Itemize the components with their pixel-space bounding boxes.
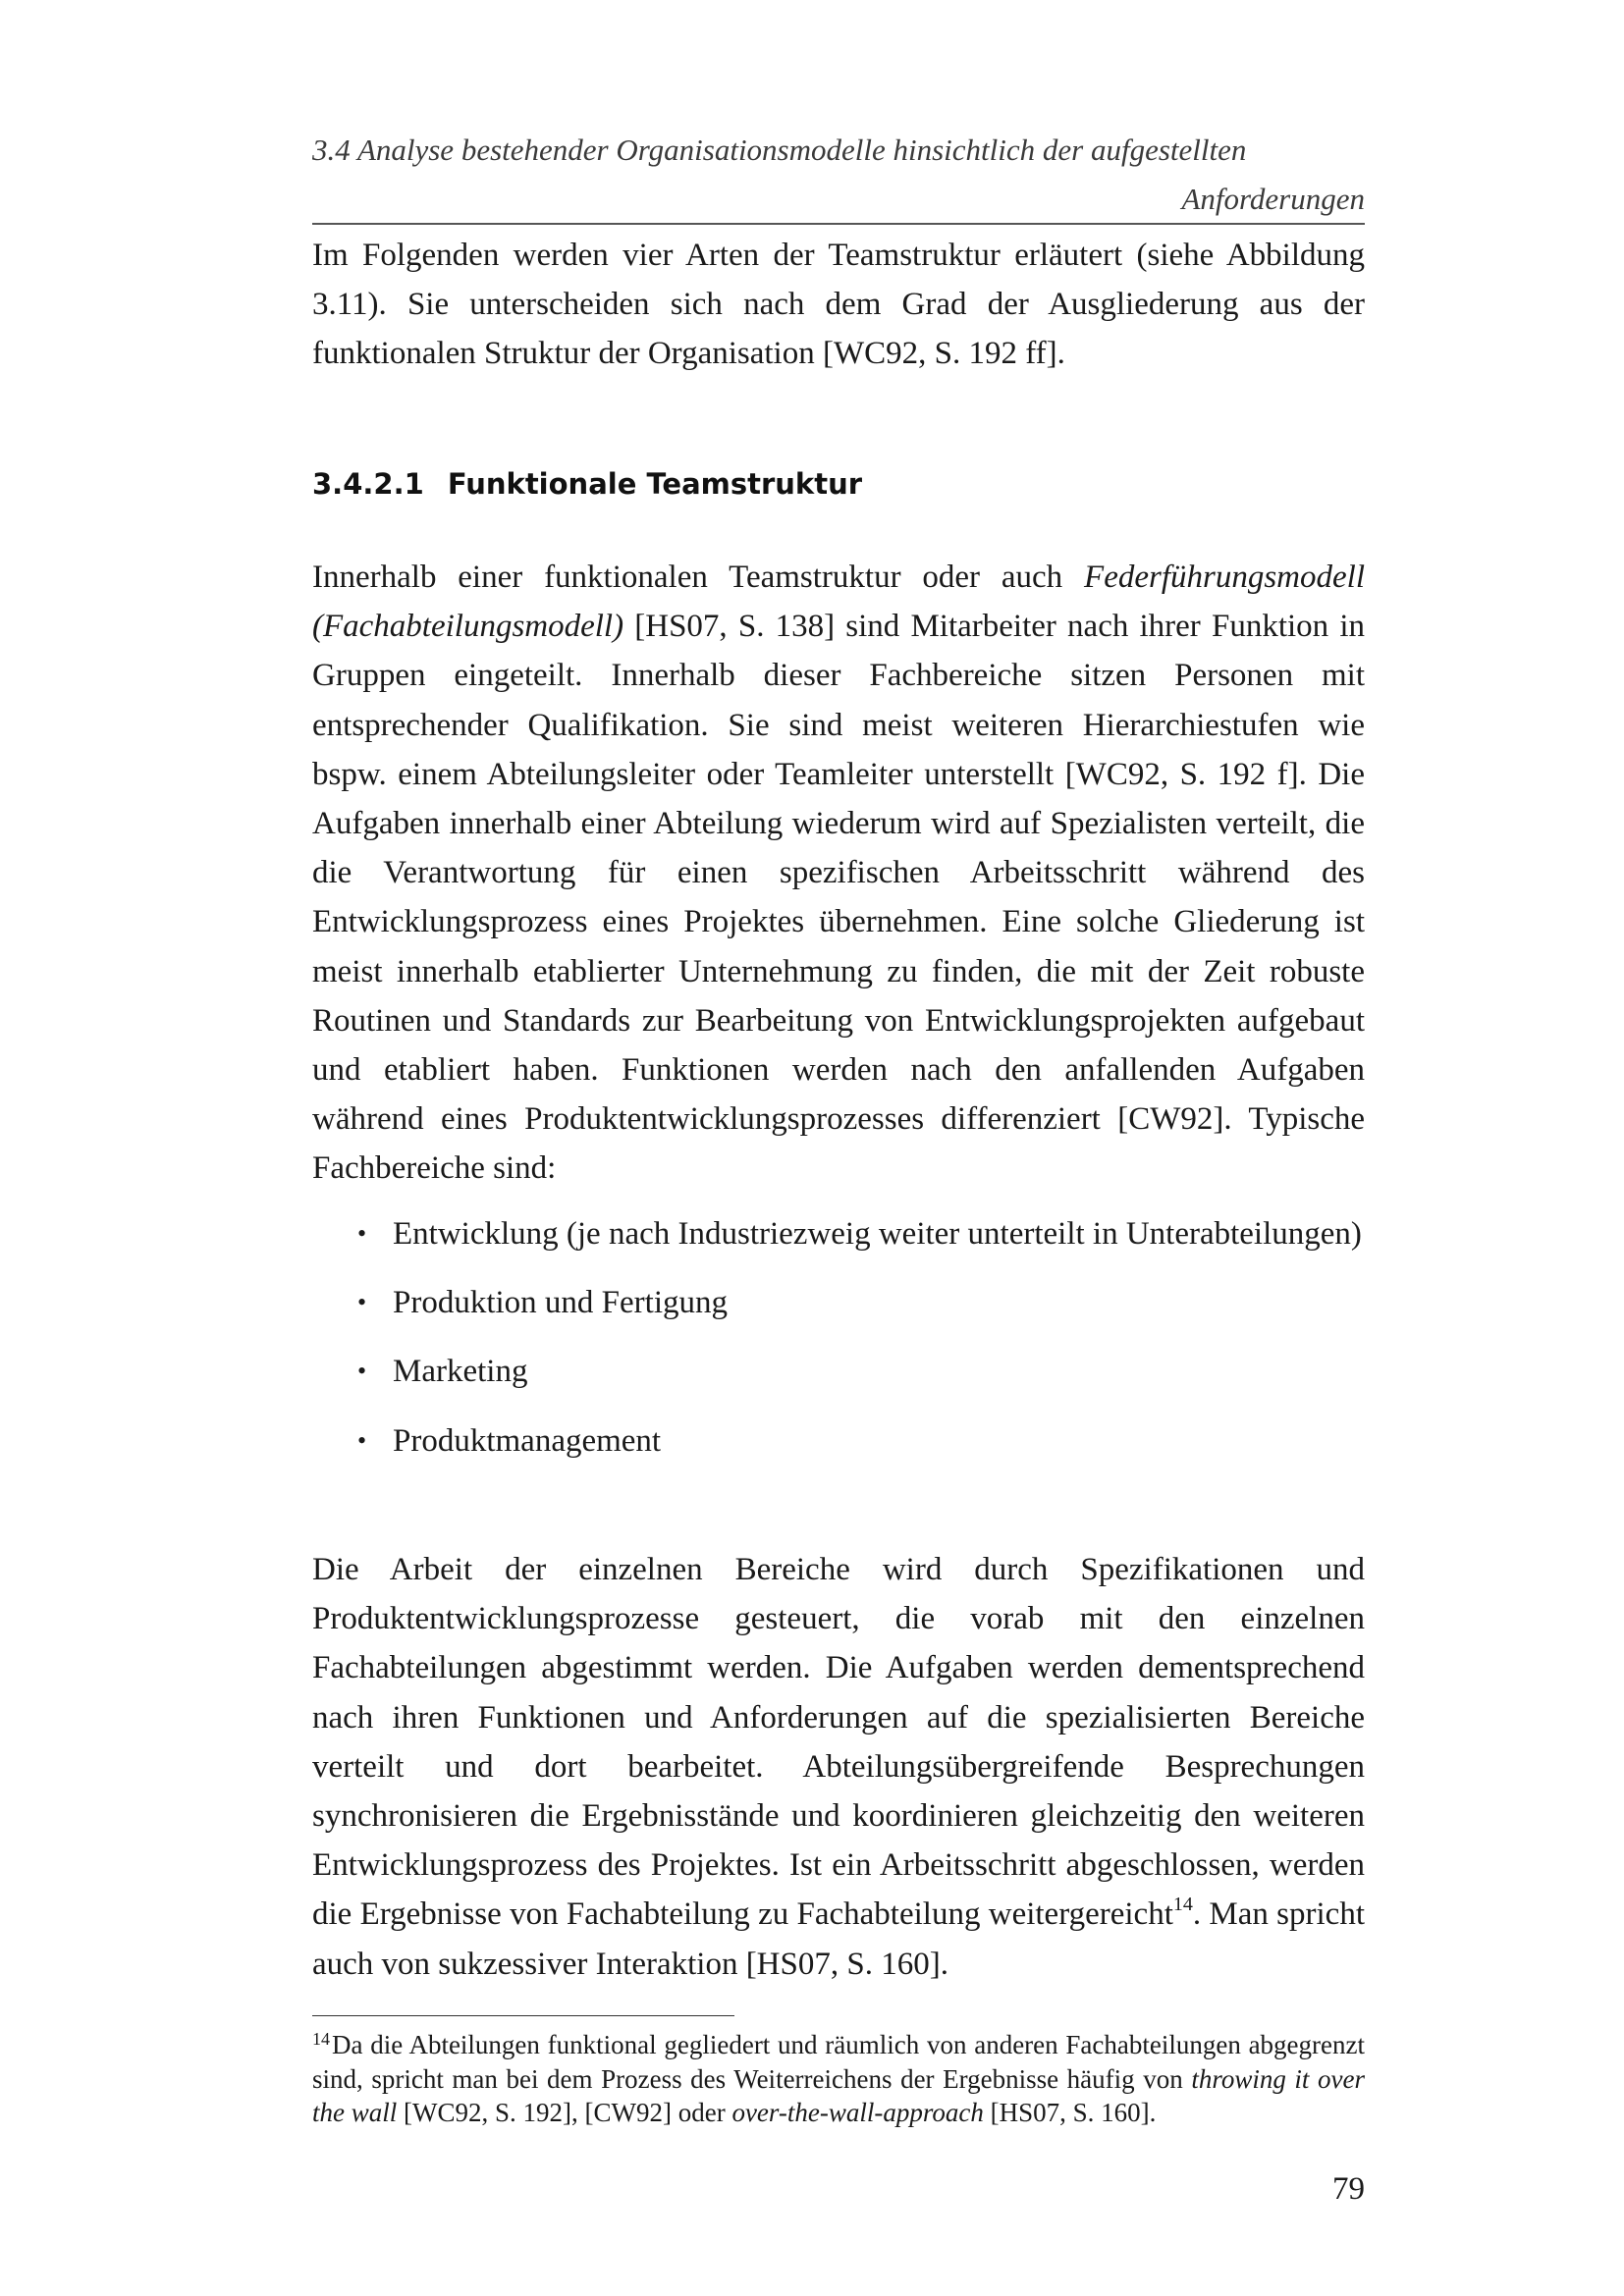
list-item: [312, 1278, 1365, 1327]
department-list: [312, 1209, 1365, 1485]
list-item: [312, 1347, 1365, 1396]
running-header: [312, 126, 1365, 224]
footnote-text-3: [HS07, S. 160].: [983, 2098, 1157, 2127]
bullet-icon: •: [357, 1288, 367, 1317]
footnote-text-1: Da die Abteilungen funktional gegliedert und räumlich von anderen Fachabteilungen abgegrenzt sind, spricht man bei dem Prozess des Weiterreichens der Ergebnisse häufig von: [312, 2030, 1365, 2094]
section-heading: [312, 459, 862, 508]
list-item: [312, 1416, 1365, 1466]
list-item-text: Produktmanagement: [393, 1422, 662, 1459]
body-paragraph-2: [312, 1545, 1365, 1989]
list-item-text: Marketing: [393, 1354, 528, 1390]
running-header-line1: 3.4 Analyse bestehender Organisationsmodelle hinsichtlich der aufgestellten: [312, 133, 1247, 167]
body-paragraph-1: [312, 553, 1365, 1194]
list-item: [312, 1209, 1365, 1258]
list-item-text: Entwicklung (je nach Industriezweig weiter unterteilt in Unterabteilungen): [393, 1216, 1362, 1252]
bullet-icon: •: [357, 1357, 367, 1386]
footnote-emphasis-2: over-the-wall-approach: [731, 2098, 984, 2127]
footnote-rule: [312, 2015, 734, 2016]
section-number: 3.4.2.1: [312, 467, 424, 501]
para1-emphasis: Federführungsmodell (Fachabteilungsmodell): [312, 560, 1365, 645]
header-rule: [312, 223, 1365, 225]
para1-rest: [HS07, S. 138] sind Mitarbeiter nach ihrer Funktion in Gruppen eingeteilt. Innerhalb dieser Fachbereiche sitzen Personen mit entsprechender Qualifikation. Sie sind meist weiteren Hierarchiestufen wie bspw. einem Abteilungsleiter oder Teamleiter unterstellt [WC92, S. 192 f]. Die Aufgaben innerhalb einer Abteilung wiederum wird auf Spezialisten verteilt, die die Verantwortung für einen spezifischen Arbeitsschritt während des Entwicklungsprozess eines Projektes übernehmen. Eine solche Gliederung ist meist innerhalb etablierter Unternehmung zu finden, die mit der Zeit robuste Routinen und Standards zur Bearbeitung von Entwicklungsprojekten aufgebaut und etabliert haben. Funktionen werden nach den anfallenden Aufgaben während eines Produktentwicklungsprozesses differenziert [CW92]. Typische Fachbereiche sind:: [312, 609, 1365, 1187]
page-number: 79: [1332, 2171, 1365, 2207]
para1-lead: Innerhalb einer funktionalen Teamstruktur oder auch: [312, 560, 1085, 595]
intro-paragraph: Im Folgenden werden vier Arten der Teamstruktur erläutert (siehe Abbildung 3.11). Sie unterscheiden sich nach dem Grad der Ausgliederung aus der funktionalen Struktur der Organisation [WC92, S. 192 ff].: [312, 238, 1365, 372]
list-item-text: Produktion und Fertigung: [393, 1285, 729, 1321]
bullet-icon: •: [357, 1425, 367, 1455]
footnote-reference: 14: [1172, 1894, 1193, 1916]
footnote: [312, 2022, 1365, 2130]
para2-text: Die Arbeit der einzelnen Bereiche wird durch Spezifikationen und Produktentwicklungsprozesse gesteuert, die vorab mit den einzelnen Fachabteilungen abgestimmt werden. Die Aufgaben werden dementsprechend nach ihren Funktionen und Anforderungen auf die spezialisierten Bereiche verteilt und dort bearbeitet. Abteilungsübergreifende Besprechungen synchronisieren die Ergebnisstände und koordinieren gleichzeitig den weiteren Entwicklungsprozess des Projektes. Ist ein Arbeitsschritt abgeschlossen, werden die Ergebnisse von Fachabteilung zu Fachabteilung weitergereicht: [312, 1552, 1365, 1933]
section-title: Funktionale Teamstruktur: [447, 467, 863, 501]
footnote-text-2: [WC92, S. 192], [CW92] oder: [397, 2098, 732, 2127]
footnote-mark: 14: [312, 2029, 330, 2049]
footnote-emphasis-1: throwing it over the wall: [312, 2063, 1365, 2127]
running-header-line2: Anforderungen: [1181, 182, 1365, 216]
para2-tail: . Man spricht auch von sukzessiver Interaktion [HS07, S. 160].: [312, 1896, 1365, 1982]
bullet-icon: •: [357, 1219, 367, 1248]
